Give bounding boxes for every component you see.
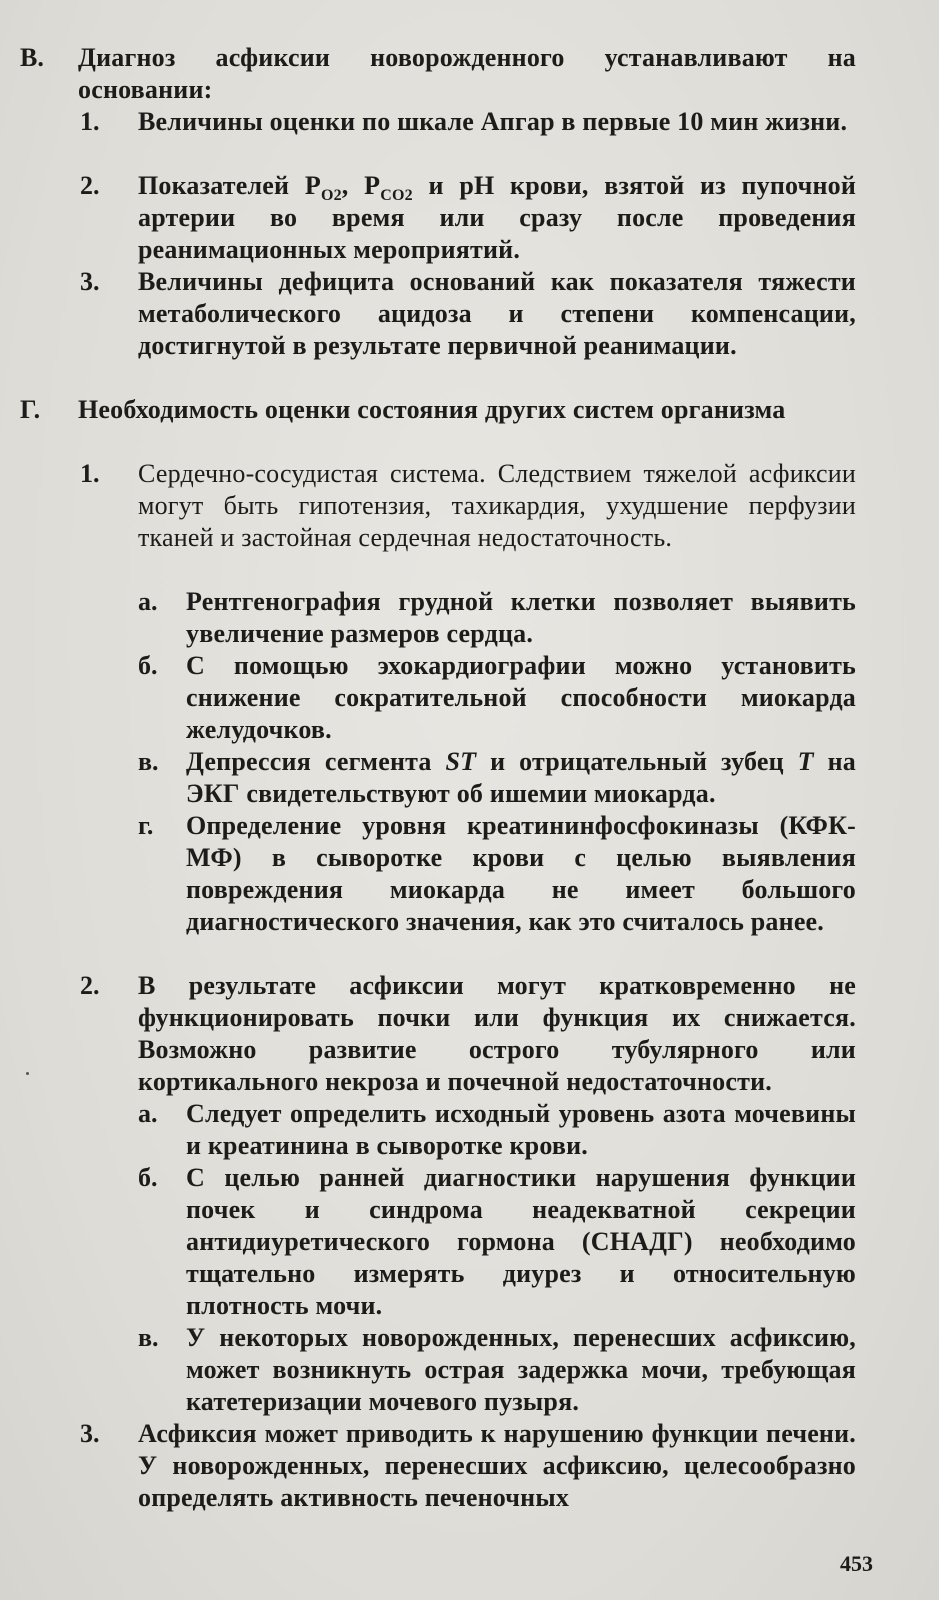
list-item: 2. В результате асфиксии могут кратковременно не функционировать почки или функция их снижается. Возможно развитие острого тубулярного или кортикального некроза и почечной недостаточности. <box>80 971 856 1096</box>
list-item: 2. Показателей $P_{O2}$, $P_{CO2}$ и pH крови, взятой из пупочной артерии во время или сразу после проведения реанимационных мероприятий. <box>80 171 856 264</box>
page-number: 453 <box>840 1551 873 1576</box>
sub-list-item: в. Депрессия сегмента ST и отрицательный зубец T на ЭКГ свидетельствуют об ишемии миокарда. <box>138 747 856 808</box>
sub-list-item: б. С целью ранней диагностики нарушения функции почек и синдрома неадекватной секреции антидиуретического гормона (СНАДГ) необходимо тщательно измерять диурез и относительную плотность мочи. <box>138 1163 856 1320</box>
sub-list-item: а. Рентгенография грудной клетки позволяет выявить увеличение размеров сердца. <box>138 587 856 648</box>
section-heading: Необходимость оценки состояния других систем организма <box>78 395 786 424</box>
list-item: 3. Величины дефицита оснований как показателя тяжести метаболического ацидоза и степени компенсации, достигнутой в результате первичной реанимации. <box>80 267 856 360</box>
section-g <box>20 394 856 426</box>
sub-list-item: а. Следует определить исходный уровень азота мочевины и креатинина в сыворотке крови. <box>138 1099 856 1160</box>
section-marker: В. <box>20 43 44 72</box>
section-marker: Г. <box>20 395 41 424</box>
sub-list-item: в. У некоторых новорожденных, перенесших асфиксию, может возникнуть острая задержка мочи, требующая катетеризации мочевого пузыря. <box>138 1323 856 1416</box>
sub-list-item: г. Определение уровня креатининфосфокиназы (КФК-МФ) в сыворотке крови с целью выявления повреждения миокарда не имеет большого диагностического значения, как это считалось ранее. <box>138 811 856 936</box>
sub-list-item: б. С помощью эхокардиографии можно установить снижение сократительной способности миокарда желудочков. <box>138 651 856 744</box>
section-v <box>20 42 856 106</box>
list-item: 1. Сердечно-сосудистая система. Следствием тяжелой асфиксии могут быть гипотензия, тахикардия, ухудшение перфузии тканей и застойная сердечная недостаточность. <box>80 459 856 552</box>
list-item: 1. Величины оценки по шкале Апгар в первые 10 мин жизни. <box>80 107 848 136</box>
list-item: 3. Асфиксия может приводить к нарушению функции печени. У новорожденных, перенесших асфиксию, целесообразно определять активность печеночных <box>80 1419 856 1512</box>
print-speck <box>26 1072 29 1075</box>
section-heading: Диагноз асфиксии новорожденного устанавливают на основании: <box>78 43 856 104</box>
